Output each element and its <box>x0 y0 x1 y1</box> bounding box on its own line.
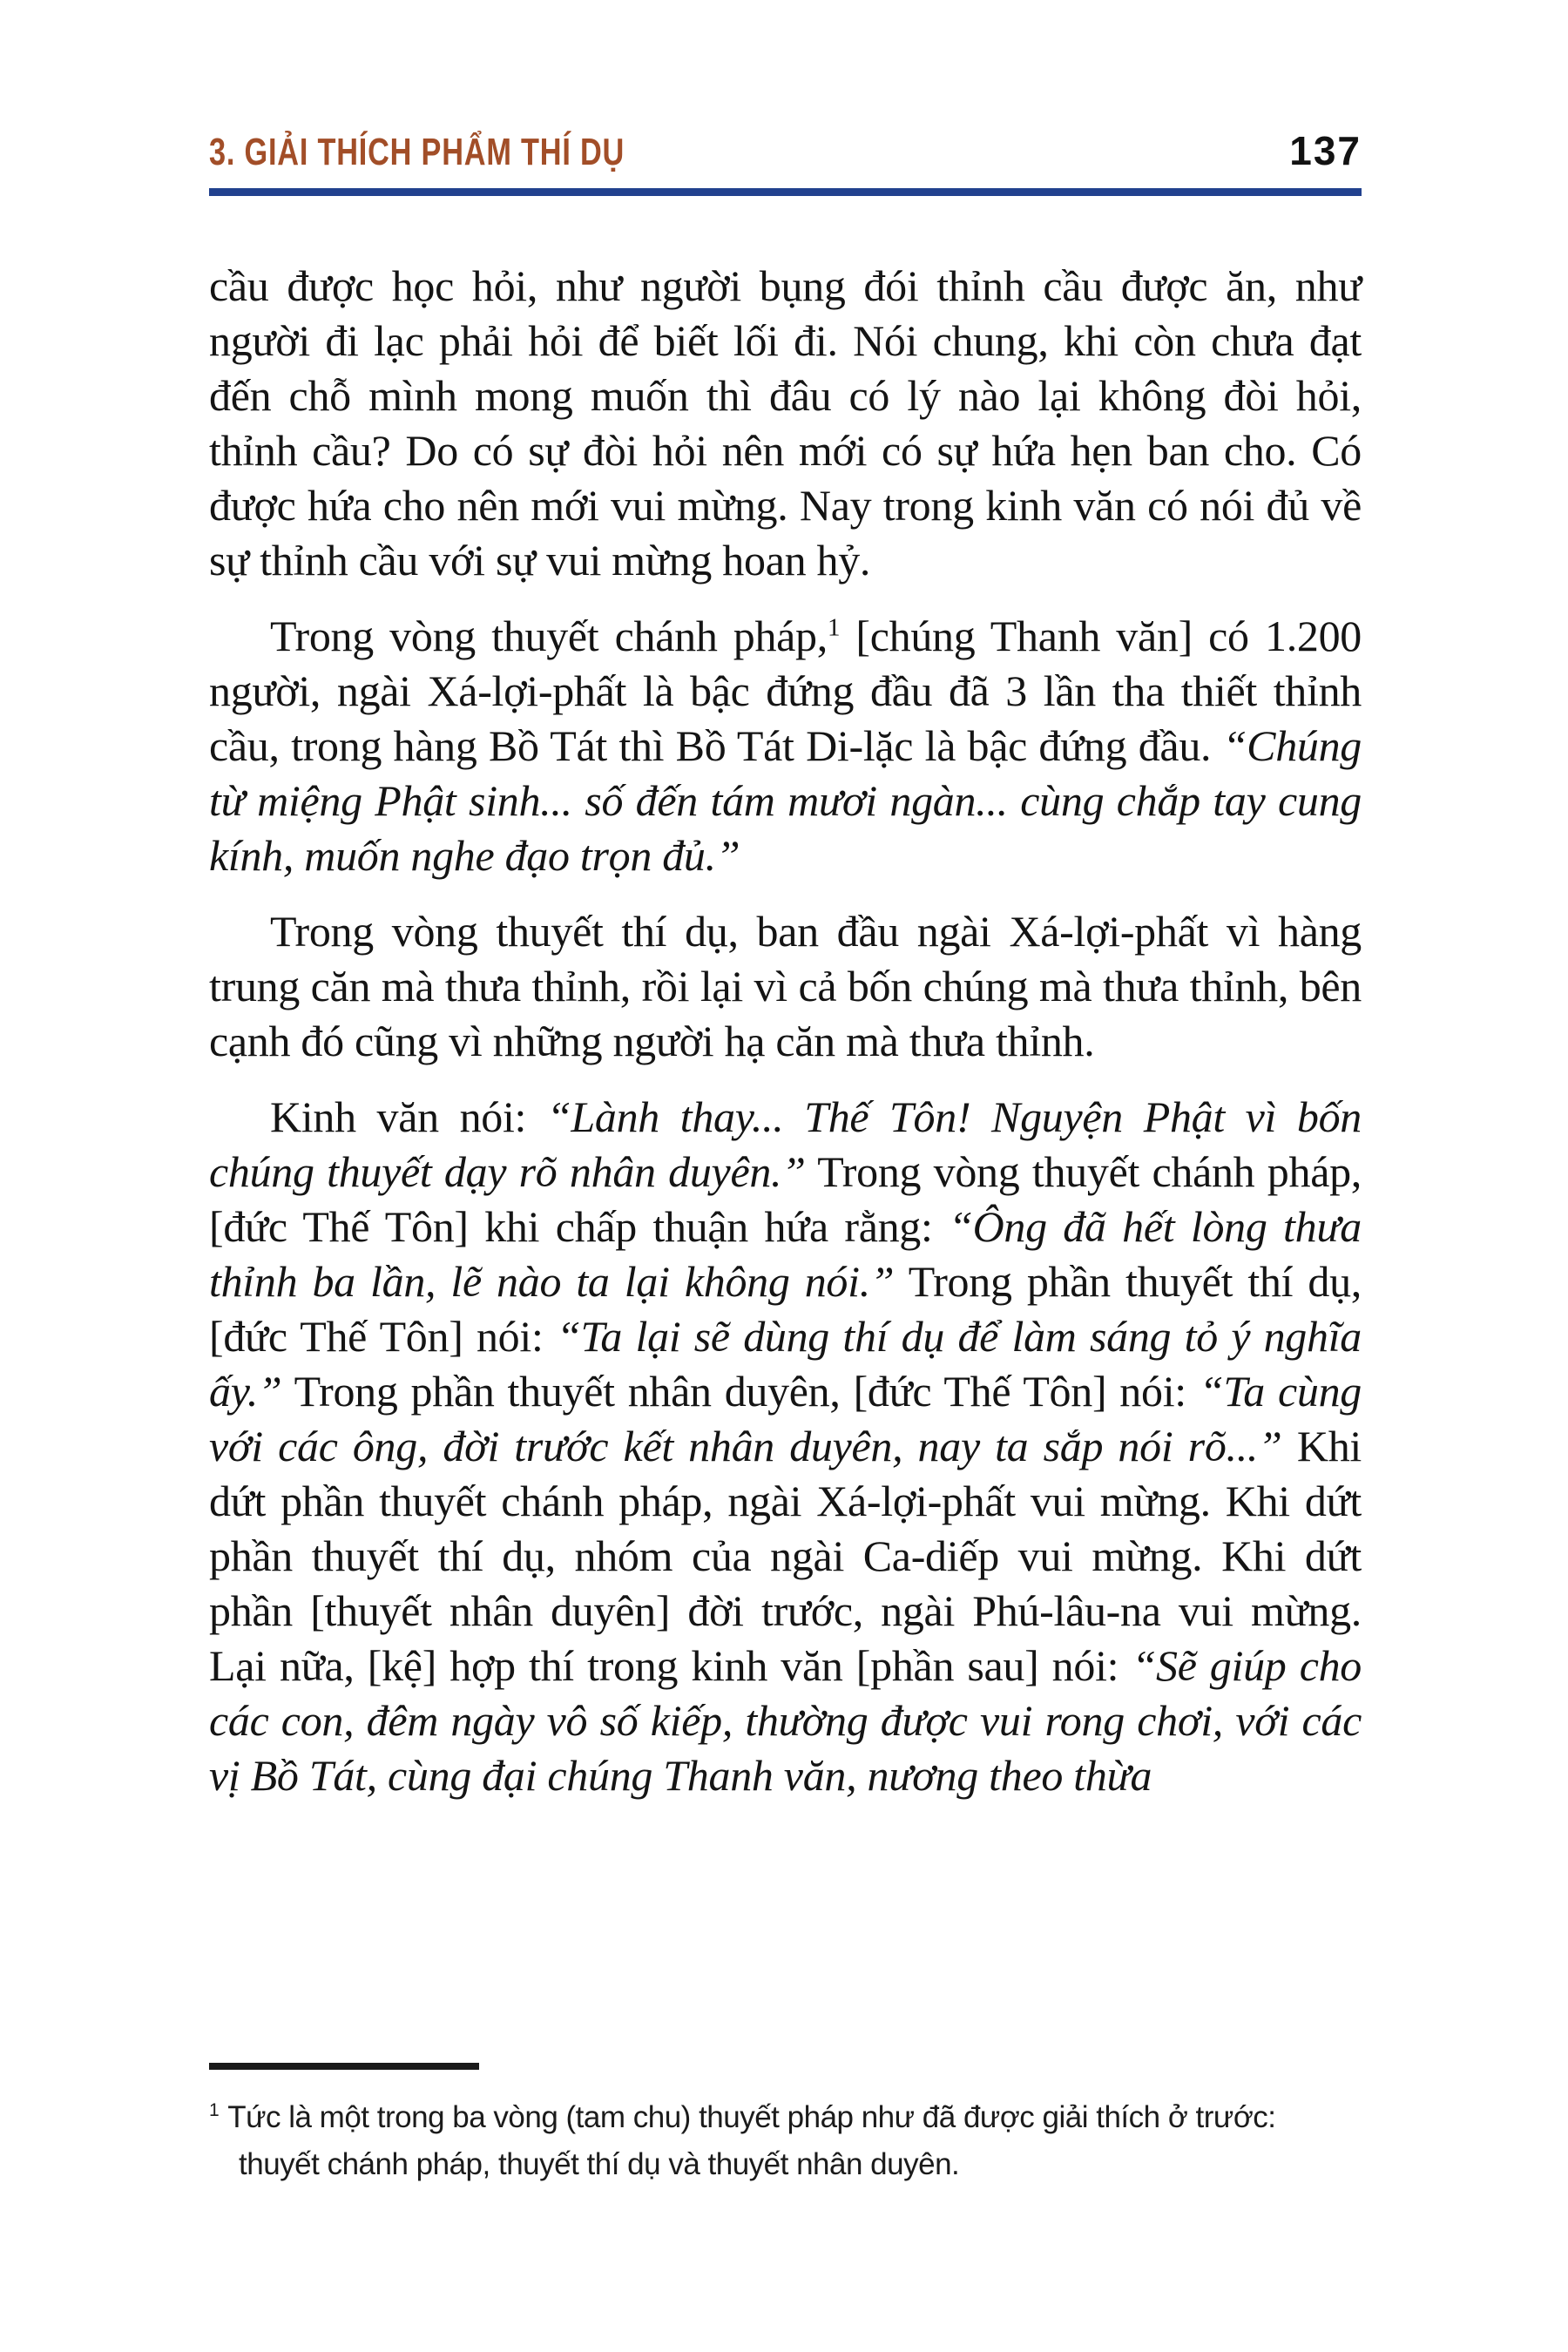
running-header-title: 3. GIẢI THÍCH PHẨM THÍ DỤ <box>209 131 625 173</box>
text-run: Khi dứt phần thuyết chánh pháp, ngài Xá-lợi-phất vui mừng. Khi dứt phần thuyết thí dụ, nhóm của ngài Ca-diếp vui mừng. Khi dứt phần [thuyết nhân duyên] đời trước, ngài Phú-lâu-na vui mừng. Lại nữa, [kệ] hợp thí trong kinh văn [phần sau] nói: <box>209 1422 1362 1690</box>
footnote-marker: 1 <box>209 2100 220 2121</box>
paragraph <box>209 1090 1362 1803</box>
text-run: cầu được học hỏi, như người bụng đói thỉnh cầu được ăn, như người đi lạc phải hỏi để biết lối đi. Nói chung, khi còn chưa đạt đến chỗ mình mong muốn thì đâu có lý nào lại không đòi hỏi, thỉnh cầu? Do có sự đòi hỏi nên mới có sự hứa hẹn ban cho. Có được hứa cho nên mới vui mừng. Nay trong kinh văn có nói đủ về sự thỉnh cầu với sự vui mừng hoan hỷ. <box>209 261 1362 585</box>
quote-run: “Lành thay... Thế Tôn! Nguyện Phật vì bốn chúng thuyết dạy rõ nhân duyên.” <box>209 1092 1362 1196</box>
page-header <box>209 129 1362 174</box>
text-run: Trong phần thuyết nhân duyên, [đức Thế Tôn] nói: <box>281 1367 1200 1416</box>
footnote-section <box>209 2063 1362 2188</box>
text-run: Trong vòng thuyết thí dụ, ban đầu ngài Xá-lợi-phất vì hàng trung căn mà thưa thỉnh, rồi lại vì cả bốn chúng mà thưa thỉnh, bên cạnh đó cũng vì những người hạ căn mà thưa thỉnh. <box>209 907 1362 1065</box>
footnote-reference: 1 <box>827 613 841 642</box>
paragraph <box>209 609 1362 883</box>
header-rule <box>209 188 1362 196</box>
paragraph <box>209 259 1362 588</box>
footnote-separator <box>209 2063 479 2070</box>
quote-run: “Sẽ giúp cho các con, đêm ngày vô số kiếp, thường được vui rong chơi, với các vị Bồ Tát, cùng đại chúng Thanh văn, nương theo thừa <box>209 1641 1362 1800</box>
text-run: Trong vòng thuyết chánh pháp, <box>270 612 828 660</box>
footnote <box>209 2094 1362 2188</box>
quote-run: “Ta cùng với các ông, đời trước kết nhân duyên, nay ta sắp nói rõ...” <box>209 1367 1362 1470</box>
text-run: [chúng Thanh văn] có 1.200 người, ngài Xá-lợi-phất là bậc đứng đầu đã 3 lần tha thiết thỉnh cầu, trong hàng Bồ Tát thì Bồ Tát Di-lặc là bậc đứng đầu. <box>209 612 1362 770</box>
quote-run: “Chúng từ miệng Phật sinh... số đến tám mươi ngàn... cùng chắp tay cung kính, muốn nghe đạo trọn đủ.” <box>209 721 1362 880</box>
footnote-text: Tức là một trong ba vòng (tam chu) thuyết pháp như đã được giải thích ở trước: thuyết chánh pháp, thuyết thí dụ và thuyết nhân duyên. <box>227 2100 1276 2181</box>
page-number: 137 <box>1289 128 1362 173</box>
text-run: Trong phần thuyết thí dụ, [đức Thế Tôn] nói: <box>209 1257 1362 1361</box>
body-text <box>209 259 1362 1803</box>
quote-run: “Ông đã hết lòng thưa thỉnh ba lần, lẽ nào ta lại không nói.” <box>209 1202 1362 1306</box>
paragraph <box>209 904 1362 1069</box>
text-run: Kinh văn nói: <box>270 1092 547 1141</box>
quote-run: “Ta lại sẽ dùng thí dụ để làm sáng tỏ ý nghĩa ấy.” <box>209 1312 1362 1416</box>
text-run: Trong vòng thuyết chánh pháp, [đức Thế Tôn] khi chấp thuận hứa rằng: <box>209 1147 1362 1251</box>
